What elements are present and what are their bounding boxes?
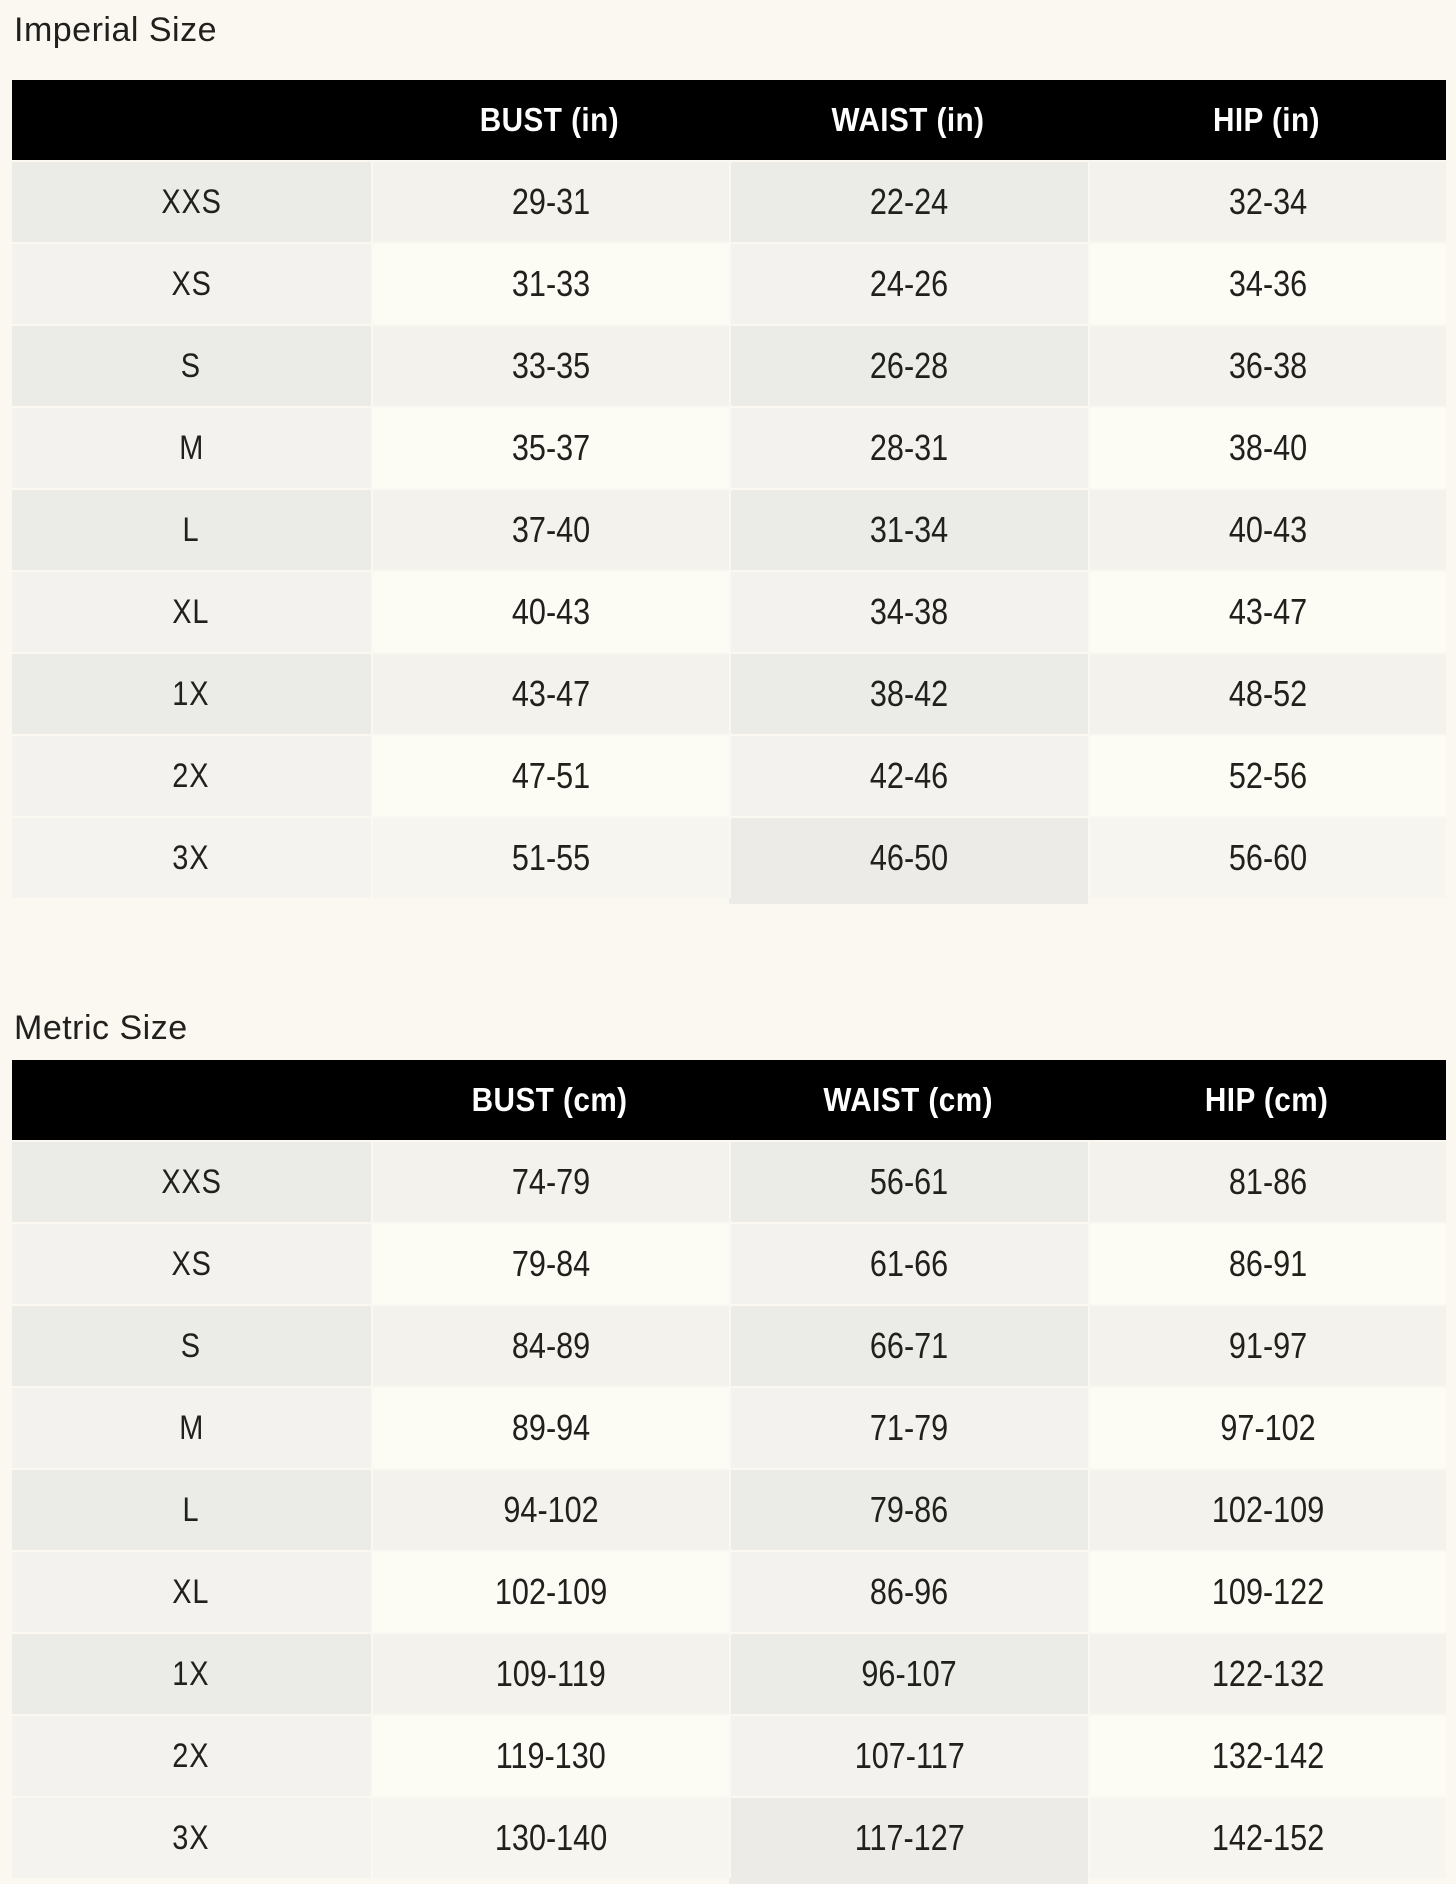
table-row [12, 242, 1446, 324]
hip-value: 97-102 [1220, 1407, 1316, 1448]
size-label: 1X [172, 674, 210, 713]
bust-value: 94-102 [503, 1489, 599, 1530]
bust-value: 79-84 [511, 1243, 590, 1284]
table-row [12, 652, 1446, 734]
bust-value: 102-109 [494, 1571, 607, 1612]
table-row [12, 1468, 1446, 1550]
column-header-bust [371, 1060, 730, 1140]
hip-cell [1088, 1304, 1447, 1386]
hip-cell [1088, 1714, 1447, 1796]
hip-cell [1088, 1222, 1447, 1304]
size-label: XS [171, 264, 212, 303]
bust-value: 109-119 [495, 1653, 606, 1694]
size-label: 2X [172, 1736, 210, 1775]
waist-header-label: WAIST (in) [831, 101, 985, 138]
hip-cell [1088, 816, 1447, 898]
hip-value: 122-132 [1211, 1653, 1324, 1694]
metric-header-row [12, 1060, 1446, 1140]
hip-cell [1088, 1140, 1447, 1222]
waist-value: 24-26 [870, 263, 949, 304]
bust-value: 31-33 [511, 263, 590, 304]
hip-cell [1088, 406, 1447, 488]
waist-cell [729, 1796, 1088, 1878]
table-row [12, 160, 1446, 242]
waist-value: 117-127 [854, 1817, 965, 1858]
size-cell [12, 324, 371, 406]
bust-value: 130-140 [494, 1817, 607, 1858]
hip-cell [1088, 488, 1447, 570]
waist-value: 26-28 [870, 345, 949, 386]
size-cell [12, 488, 371, 570]
column-header-hip [1088, 80, 1447, 160]
hip-cell [1088, 1386, 1447, 1468]
size-label: 2X [172, 756, 210, 795]
imperial-header-row [12, 80, 1446, 160]
column-header-bust [371, 80, 730, 160]
waist-value: 86-96 [870, 1571, 949, 1612]
hip-value: 48-52 [1228, 673, 1307, 714]
waist-cell [729, 1714, 1088, 1796]
hip-value: 40-43 [1228, 509, 1307, 550]
hip-value: 43-47 [1228, 591, 1307, 632]
hip-value: 91-97 [1228, 1325, 1307, 1366]
table-row [12, 734, 1446, 816]
bust-value: 29-31 [511, 181, 590, 222]
size-label: M [178, 1408, 204, 1447]
size-cell [12, 734, 371, 816]
bust-header-label: BUST (in) [480, 101, 620, 138]
size-cell [12, 1140, 371, 1222]
hip-value: 52-56 [1228, 755, 1307, 796]
size-cell [12, 816, 371, 898]
table-row [12, 406, 1446, 488]
waist-cell [729, 406, 1088, 488]
waist-cell [729, 1304, 1088, 1386]
waist-value: 34-38 [870, 591, 949, 632]
size-label: 3X [172, 838, 210, 877]
size-cell [12, 1222, 371, 1304]
hip-value: 81-86 [1228, 1161, 1307, 1202]
bust-cell [371, 1222, 730, 1304]
size-cell [12, 242, 371, 324]
size-label: S [181, 1326, 202, 1365]
hip-value: 109-122 [1211, 1571, 1324, 1612]
size-column-header-empty [12, 1060, 371, 1140]
waist-cell [729, 242, 1088, 324]
bust-value: 51-55 [511, 837, 590, 878]
waist-cell [729, 570, 1088, 652]
size-cell [12, 1304, 371, 1386]
table-row [12, 570, 1446, 652]
hip-cell [1088, 1796, 1447, 1878]
waist-cell [729, 734, 1088, 816]
table-row [12, 324, 1446, 406]
imperial-section [0, 0, 1456, 898]
size-cell [12, 406, 371, 488]
waist-value: 71-79 [870, 1407, 949, 1448]
hip-value: 38-40 [1228, 427, 1307, 468]
bust-cell [371, 1714, 730, 1796]
table-row [12, 1386, 1446, 1468]
bust-cell [371, 160, 730, 242]
size-cell [12, 1796, 371, 1878]
bust-value: 74-79 [511, 1161, 590, 1202]
bust-cell [371, 1468, 730, 1550]
size-label: S [181, 346, 202, 385]
waist-header-label: WAIST (cm) [823, 1081, 994, 1118]
table-row [12, 816, 1446, 898]
bust-cell [371, 406, 730, 488]
size-label: XL [172, 592, 210, 631]
imperial-table [12, 80, 1446, 898]
waist-value: 31-34 [870, 509, 949, 550]
size-cell [12, 1632, 371, 1714]
bust-cell [371, 324, 730, 406]
size-label: 1X [172, 1654, 210, 1693]
bust-value: 37-40 [511, 509, 590, 550]
waist-cell [729, 1468, 1088, 1550]
bust-cell [371, 816, 730, 898]
size-label: M [178, 428, 204, 467]
table-row [12, 1222, 1446, 1304]
hip-value: 56-60 [1228, 837, 1307, 878]
size-cell [12, 1714, 371, 1796]
table-row [12, 1304, 1446, 1386]
bust-cell [371, 1140, 730, 1222]
hip-header-label: HIP (in) [1213, 101, 1321, 138]
table-row [12, 1550, 1446, 1632]
size-column-header-empty [12, 80, 371, 160]
bust-value: 47-51 [511, 755, 590, 796]
size-label: L [182, 1490, 200, 1529]
bust-value: 119-130 [495, 1735, 606, 1776]
waist-value: 42-46 [870, 755, 949, 796]
bust-cell [371, 1632, 730, 1714]
bust-header-label: BUST (cm) [471, 1081, 628, 1118]
size-cell [12, 570, 371, 652]
size-label: XXS [161, 182, 222, 221]
size-label: XXS [161, 1162, 222, 1201]
bust-value: 89-94 [511, 1407, 590, 1448]
bust-cell [371, 652, 730, 734]
hip-cell [1088, 734, 1447, 816]
size-label: 3X [172, 1818, 210, 1857]
size-label: XS [171, 1244, 212, 1283]
table-row [12, 1140, 1446, 1222]
column-header-hip [1088, 1060, 1447, 1140]
waist-value: 61-66 [870, 1243, 949, 1284]
bust-cell [371, 488, 730, 570]
hip-value: 36-38 [1228, 345, 1307, 386]
hip-value: 142-152 [1211, 1817, 1324, 1858]
waist-value: 38-42 [870, 673, 949, 714]
waist-value: 107-117 [854, 1735, 965, 1776]
column-header-waist [729, 80, 1088, 160]
hip-cell [1088, 570, 1447, 652]
waist-value: 28-31 [870, 427, 949, 468]
hip-value: 102-109 [1211, 1489, 1324, 1530]
bust-cell [371, 1386, 730, 1468]
size-cell [12, 1468, 371, 1550]
imperial-title: Imperial Size [14, 11, 218, 49]
waist-value: 56-61 [870, 1161, 949, 1202]
bust-cell [371, 734, 730, 816]
bust-value: 43-47 [511, 673, 590, 714]
metric-table [12, 1060, 1446, 1878]
hip-cell [1088, 324, 1447, 406]
bust-cell [371, 1550, 730, 1632]
table-row [12, 1714, 1446, 1796]
waist-value: 22-24 [870, 181, 949, 222]
hip-value: 86-91 [1228, 1243, 1307, 1284]
waist-value: 96-107 [861, 1653, 957, 1694]
table-row [12, 1796, 1446, 1878]
table-row [12, 1632, 1446, 1714]
bust-value: 84-89 [511, 1325, 590, 1366]
size-cell [12, 1550, 371, 1632]
table-row [12, 488, 1446, 570]
column-header-waist [729, 1060, 1088, 1140]
hip-cell [1088, 652, 1447, 734]
waist-cell [729, 1222, 1088, 1304]
hip-value: 32-34 [1228, 181, 1307, 222]
waist-cell [729, 816, 1088, 898]
waist-cell [729, 1140, 1088, 1222]
metric-title: Metric Size [14, 1009, 188, 1047]
waist-value: 66-71 [870, 1325, 949, 1366]
waist-cell [729, 1632, 1088, 1714]
bust-cell [371, 570, 730, 652]
waist-cell [729, 488, 1088, 570]
waist-cell [729, 324, 1088, 406]
hip-header-label: HIP (cm) [1204, 1081, 1329, 1118]
bust-value: 33-35 [511, 345, 590, 386]
bust-value: 35-37 [511, 427, 590, 468]
bust-cell [371, 1796, 730, 1878]
hip-value: 34-36 [1228, 263, 1307, 304]
size-label: L [182, 510, 200, 549]
hip-cell [1088, 1550, 1447, 1632]
waist-cell [729, 652, 1088, 734]
size-cell [12, 652, 371, 734]
waist-cell [729, 160, 1088, 242]
hip-cell [1088, 242, 1447, 324]
bust-value: 40-43 [511, 591, 590, 632]
bust-cell [371, 1304, 730, 1386]
size-cell [12, 160, 371, 242]
waist-value: 46-50 [870, 837, 949, 878]
waist-cell [729, 1386, 1088, 1468]
hip-cell [1088, 1632, 1447, 1714]
size-label: XL [172, 1572, 210, 1611]
waist-value: 79-86 [870, 1489, 949, 1530]
waist-cell [729, 1550, 1088, 1632]
bust-cell [371, 242, 730, 324]
hip-cell [1088, 160, 1447, 242]
metric-section [0, 1008, 1456, 1878]
hip-value: 132-142 [1211, 1735, 1324, 1776]
size-cell [12, 1386, 371, 1468]
hip-cell [1088, 1468, 1447, 1550]
